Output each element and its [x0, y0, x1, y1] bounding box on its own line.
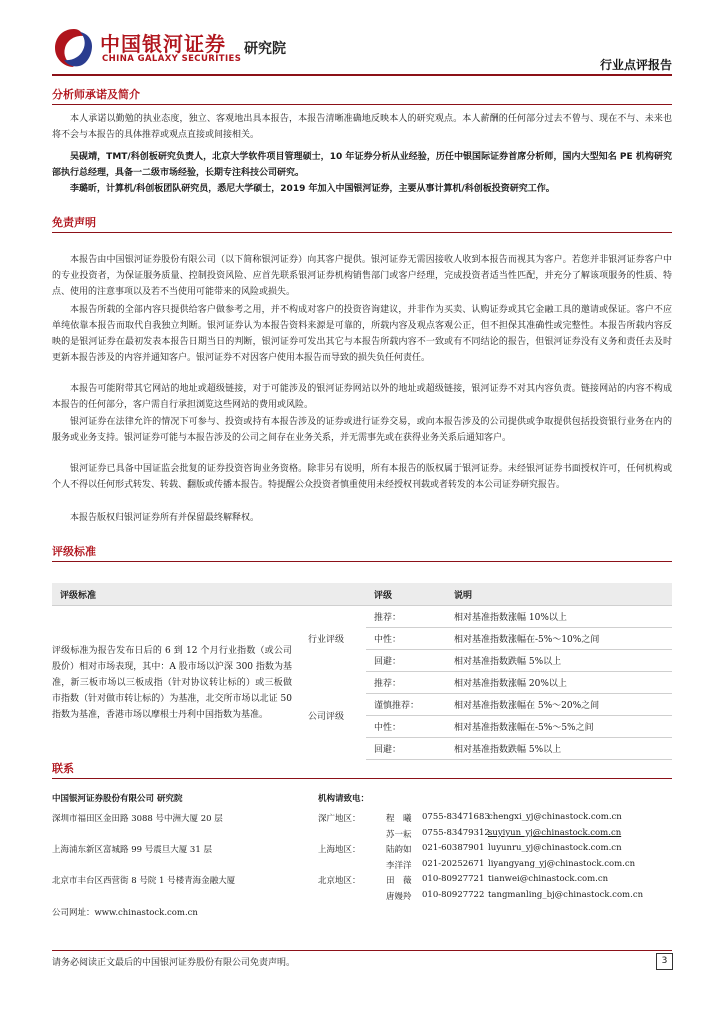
logo-english-name: CHINA GALAXY SECURITIES [102, 54, 242, 64]
rating-table [52, 583, 672, 760]
header-cell: 说明 [446, 583, 672, 606]
desc-cell: 相对基准指数涨幅 20%以上 [446, 672, 672, 694]
company-name: 中国银河证券股份有限公司 研究院 [52, 794, 183, 804]
footer-divider [52, 950, 672, 951]
contact-name: 李洋洋 [386, 861, 412, 871]
table-header-row [52, 583, 672, 606]
analyst-pledge: 本人承诺以勤勉的执业态度，独立、客观地出具本报告，本报告清晰准确地反映本人的研究观点。本人薪酬的任何部分过去不曾与、现在不与、未来也将不会与本报告的具体推荐或观点直接或间接相关。 [52, 114, 672, 140]
contact-email[interactable]: tangmanling_bj@chinastock.com.cn [488, 890, 644, 900]
contact-name: 苏一耘 [386, 830, 412, 840]
section-title: 评级标准 [52, 545, 96, 558]
contact-email[interactable]: suyiyun_yj@chinastock.com.cn [488, 828, 622, 838]
desc-cell: 相对基准指数涨幅在-5%～5%之间 [446, 716, 672, 738]
report-type: 行业点评报告 [599, 58, 672, 72]
region-label: 上海地区： [318, 845, 361, 855]
galaxy-logo-icon [52, 26, 96, 70]
disclaimer-paragraph: 本报告版权归银河证券所有并保留最终解释权。 [70, 513, 260, 523]
contact-phone: 010-80927721 [422, 874, 485, 884]
contact-phone: 0755-83471683 [422, 812, 490, 822]
rating-description: 评级标准为报告发布日后的 6 到 12 个月行业指数（或公司股价）相对市场表现，其中：A 股市场以沪深 300 指数为基准，新三板市场以三板成指（针对协议转让标的）或三板做市指数（针对做市转让标的）为基准，北交所市场以北证 50 指数为基准，香港市场以摩根士丹利中国指数为基准。 [52, 645, 292, 720]
company-logo [52, 26, 292, 70]
address-shenzhen: 深圳市福田区金田路 3088 号中洲大厦 20 层 [52, 814, 223, 824]
contact-phone: 021-60387901 [422, 843, 485, 853]
grade-cell: 回避： [366, 738, 446, 760]
table-row [52, 606, 672, 628]
contact-name: 程 曦 [386, 814, 412, 824]
section-title: 联系 [52, 762, 74, 775]
contact-name: 田 薇 [386, 876, 412, 886]
contact-name: 唐嫚羚 [386, 892, 412, 902]
contact-name: 陆韵如 [386, 845, 412, 855]
grade-cell: 中性： [366, 628, 446, 650]
grade-cell: 谨慎推荐： [366, 694, 446, 716]
disclaimer-paragraph: 本报告所载的全部内容只提供给客户做参考之用，并不构成对客户的投资咨询建议，并非作为买卖、认购证券或其它金融工具的邀请或保证。客户不应单纯依靠本报告而取代自我独立判断。银河证券认为本报告资料来源是可靠的，所载内容及观点客观公正，但不担保其准确性或完整性。本报告所载内容反映的是银河证券在最初发表本报告日期当日的判断，银河证券可发出其它与本报告所载内容不一致或有不同结论的报告，但银河证券没有义务和责任去及时更新本报告涉及的内容并通知客户。银河证券不对因客户使用本报告而导致的损失负任何责任。 [52, 305, 672, 363]
contact-phone: 021-20252671 [422, 859, 485, 869]
page-number: 3 [656, 953, 673, 970]
grade-cell: 中性： [366, 716, 446, 738]
desc-cell: 相对基准指数涨幅在 5%～20%之间 [446, 694, 672, 716]
analyst-section-header [52, 86, 672, 105]
header-cell: 评级标准 [52, 583, 366, 606]
address-beijing: 北京市丰台区西营街 8 号院 1 号楼青海金融大厦 [52, 876, 236, 886]
contact-phone: 0755-83479312 [422, 828, 490, 838]
grade-cell: 回避： [366, 650, 446, 672]
analyst-bio-li: 李璐昕，计算机/科创板团队研究员，悉尼大学硕士，2019 年加入中国银河证券，主要从事计算机/科创板投资研究工作。 [70, 184, 555, 194]
company-website[interactable]: 公司网址：www.chinastock.com.cn [52, 908, 198, 918]
disclaimer-section-header [52, 214, 672, 233]
region-label: 深广地区： [318, 814, 361, 824]
contact-phone: 010-80927722 [422, 890, 485, 900]
grade-cell: 推荐： [366, 672, 446, 694]
footer-note: 请务必阅读正文最后的中国银河证券股份有限公司免责声明。 [52, 958, 296, 968]
contact-section-header [52, 760, 672, 779]
header-divider [52, 74, 672, 76]
disclaimer-paragraph: 本报告由中国银河证券股份有限公司（以下简称银河证券）向其客户提供。银河证券无需因接收人收到本报告而视其为客户。若您并非银河证券客户中的专业投资者，为保证服务质量、控制投资风险、应首先联系银河证券机构销售部门或客户经理，完成投资者适当性匹配，并充分了解该项服务的性质、特点、使用的注意事项以及若不当使用可能带来的风险或损失。 [52, 255, 672, 297]
address-shanghai: 上海浦东新区富城路 99 号震旦大厦 31 层 [52, 845, 212, 855]
institute-label: 研究院 [244, 41, 286, 57]
contact-email[interactable]: chengxi_yj@chinastock.com.cn [488, 812, 622, 822]
company-rating-label: 公司评级 [308, 712, 345, 722]
contact-email[interactable]: tianwei@chinastock.com.cn [488, 874, 609, 884]
disclaimer-paragraph: 银河证券已具备中国证监会批复的证券投资咨询业务资格。除非另有说明，所有本报告的版权属于银河证券。未经银河证券书面授权许可，任何机构或个人不得以任何形式转发、转载、翻版或传播本报告。特提醒公众投资者慎重使用未经授权刊载或者转发的本公司证券研究报告。 [52, 464, 672, 490]
region-label: 北京地区： [318, 876, 361, 886]
grade-cell: 推荐： [366, 606, 446, 628]
desc-cell: 相对基准指数涨幅 10%以上 [446, 606, 672, 628]
desc-cell: 相对基准指数涨幅在-5%～10%之间 [446, 628, 672, 650]
section-title: 分析师承诺及简介 [52, 88, 140, 101]
rating-section-header [52, 543, 672, 562]
desc-cell: 相对基准指数跌幅 5%以上 [446, 738, 672, 760]
contact-email[interactable]: luyunru_yj@chinastock.com.cn [488, 843, 622, 853]
section-title: 免责声明 [52, 216, 96, 229]
disclaimer-paragraph: 银河证券在法律允许的情况下可参与、投资或持有本报告涉及的证券或进行证券交易，或向本报告涉及的公司提供或争取提供包括投资银行业务在内的服务或业务支持。银河证券可能与本报告涉及的公司之间存在业务关系，并无需事先或在获得业务关系后通知客户。 [52, 417, 672, 443]
logo-chinese-name: 中国银河证券 [100, 32, 226, 56]
industry-rating-label: 行业评级 [308, 635, 345, 646]
header-cell: 评级 [366, 583, 446, 606]
disclaimer-paragraph: 本报告可能附带其它网站的地址或超级链接，对于可能涉及的银河证券网站以外的地址或超级链接，银河证券不对其内容负责。链接网站的内容不构成本报告的任何部分，客户需自行承担浏览这些网站的费用或风险。 [52, 384, 672, 410]
analyst-bio-wu: 吴砚靖，TMT/科创板研究负责人，北京大学软件项目管理硕士，10 年证券分析从业经验，历任中银国际证券首席分析师，国内大型知名 PE 机构研究部执行总经理，具备一二级市场经验，长期专注科技公司研究。 [52, 152, 672, 178]
contact-email[interactable]: liyangyang_yj@chinastock.com.cn [488, 859, 636, 869]
desc-cell: 相对基准指数跌幅 5%以上 [446, 650, 672, 672]
sales-title: 机构请致电： [318, 794, 370, 804]
